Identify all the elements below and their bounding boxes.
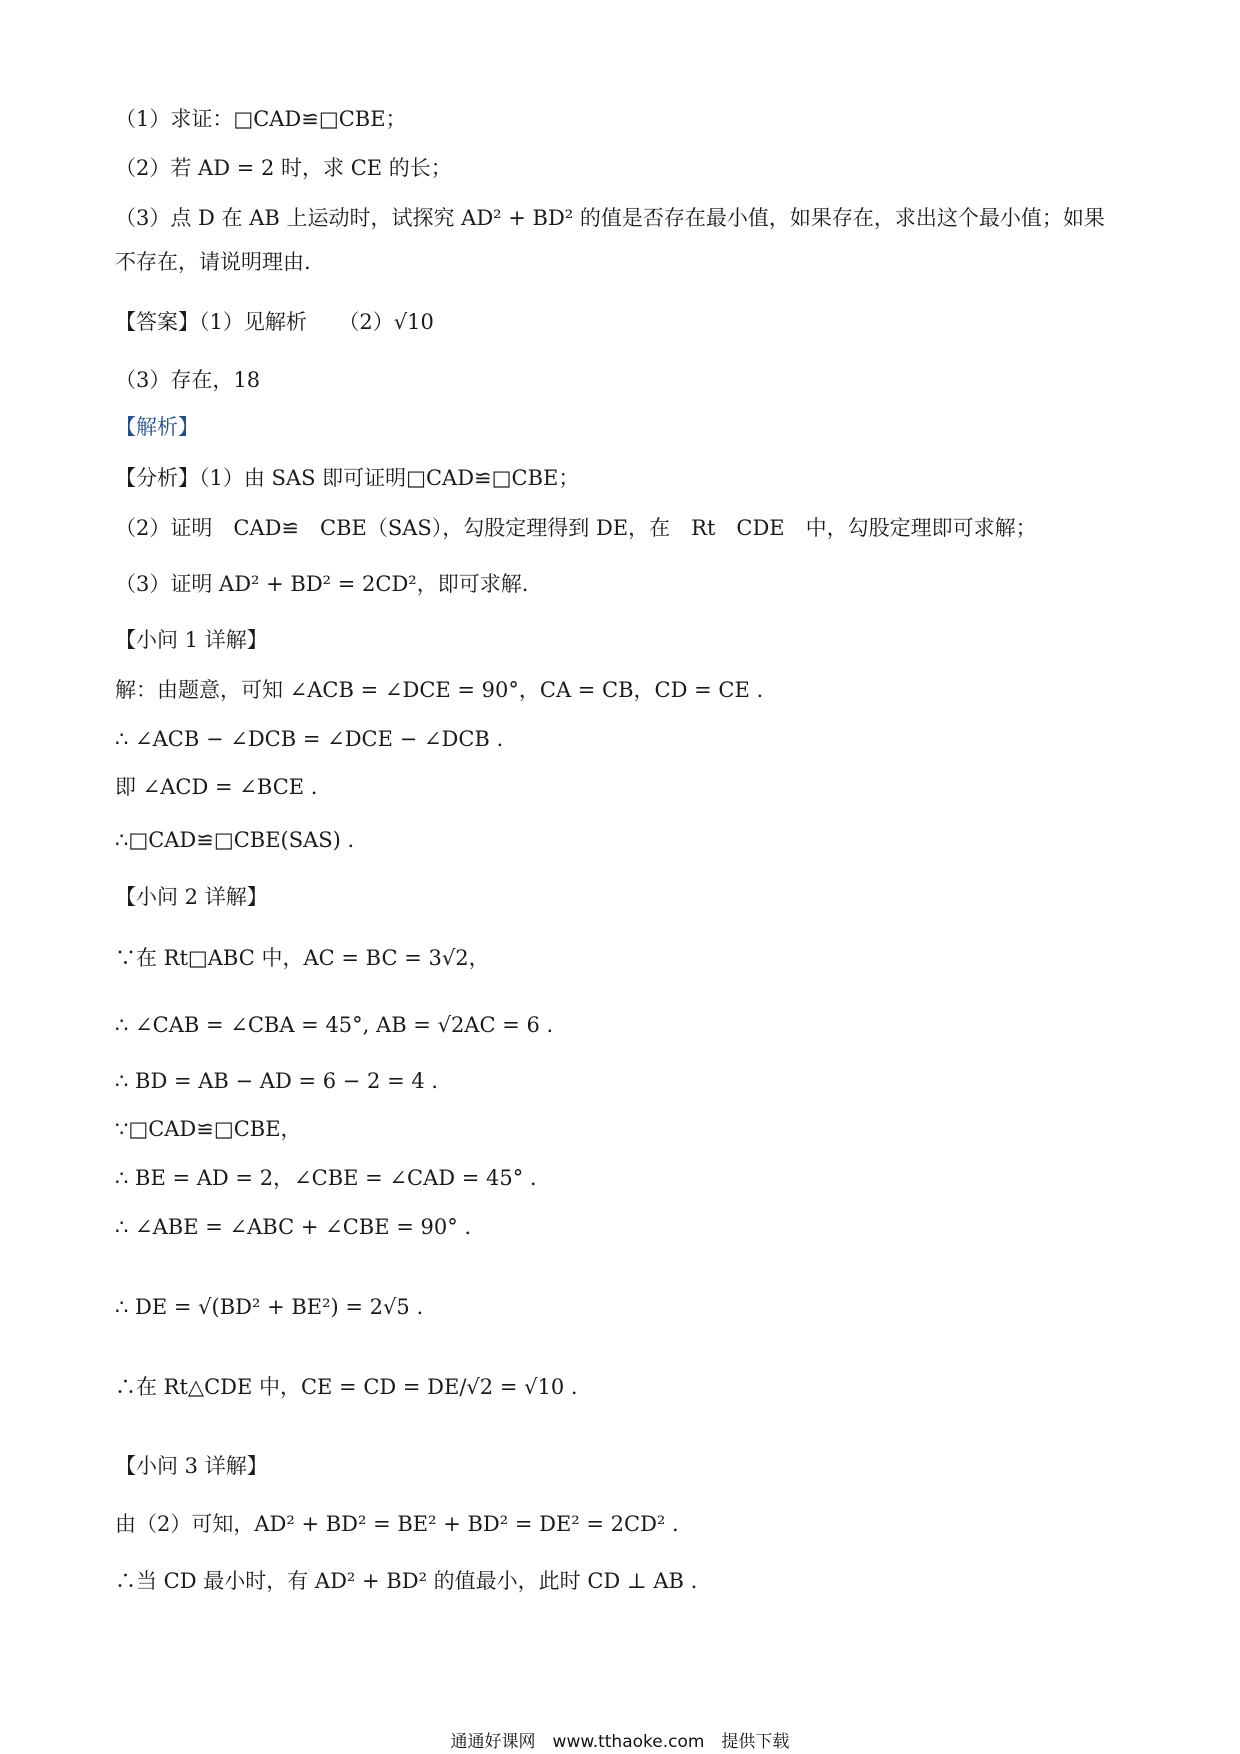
solution-3-line-2: ∴当 CD 最小时，有 AD² + BD² 的值最小，此时 CD ⊥ AB . — [115, 1569, 698, 1593]
question-part-3: （3）点 D 在 AB 上运动时，试探究 AD² + BD² 的值是否存在最小值，如果存在，求出这个最小值；如果不存在，请说明理由. — [115, 206, 1105, 274]
question-part-2: （2）若 AD = 2 时，求 CE 的长； — [115, 156, 452, 180]
subquestion-1-heading: 【小问 1 详解】 — [115, 628, 268, 652]
solution-2-line-6: ∴ ∠ABE = ∠ABC + ∠CBE = 90° . — [115, 1215, 472, 1239]
solution-2-line-1: ∵在 Rt□ABC 中，AC = BC = 3√2， — [115, 946, 490, 970]
subquestion-2-heading: 【小问 2 详解】 — [115, 885, 268, 909]
analysis-part-1: 【分析】（1）由 SAS 即可证明□CAD≌□CBE； — [115, 466, 580, 490]
solution-1-line-1: 解：由题意，可知 ∠ACB = ∠DCE = 90°，CA = CB，CD = CE . — [115, 678, 764, 702]
solution-2-line-5: ∴ BE = AD = 2，∠CBE = ∠CAD = 45° . — [115, 1166, 537, 1190]
solution-3-line-1: 由（2）可知，AD² + BD² = BE² + BD² = DE² = 2CD² . — [115, 1512, 679, 1536]
solution-2-line-3: ∴ BD = AB − AD = 6 − 2 = 4 . — [115, 1069, 439, 1093]
solution-1-line-2: ∴ ∠ACB − ∠DCB = ∠DCE − ∠DCB . — [115, 727, 504, 751]
solution-2-line-4: ∵□CAD≌□CBE， — [115, 1117, 302, 1141]
question-part-1: （1）求证：□CAD≌□CBE； — [115, 107, 407, 131]
answer-line: 【答案】（1）见解析 （2）√10 — [115, 310, 434, 334]
page-footer: 通通好课网 www.tthaoke.com 提供下载 — [450, 1732, 790, 1752]
solution-2-line-2: ∴ ∠CAB = ∠CBA = 45°, AB = √2AC = 6 . — [115, 1013, 554, 1037]
solution-2-line-7: ∴ DE = √(BD² + BE²) = 2√5 . — [115, 1295, 424, 1319]
answer-part-3: （3）存在，18 — [115, 368, 261, 392]
solution-1-line-3: 即 ∠ACD = ∠BCE . — [115, 775, 318, 799]
solution-1-line-4: ∴□CAD≌□CBE(SAS) . — [115, 828, 355, 852]
analysis-heading: 【解析】 — [115, 415, 199, 439]
analysis-part-3: （3）证明 AD² + BD² = 2CD²，即可求解. — [115, 572, 529, 596]
subquestion-3-heading: 【小问 3 详解】 — [115, 1454, 268, 1478]
solution-2-line-8: ∴在 Rt△CDE 中，CE = CD = DE/√2 = √10 . — [115, 1375, 578, 1399]
analysis-part-2: （2）证明 CAD≌ CBE（SAS），勾股定理得到 DE，在 Rt CDE 中，勾股定理即可求解； — [115, 516, 1037, 540]
